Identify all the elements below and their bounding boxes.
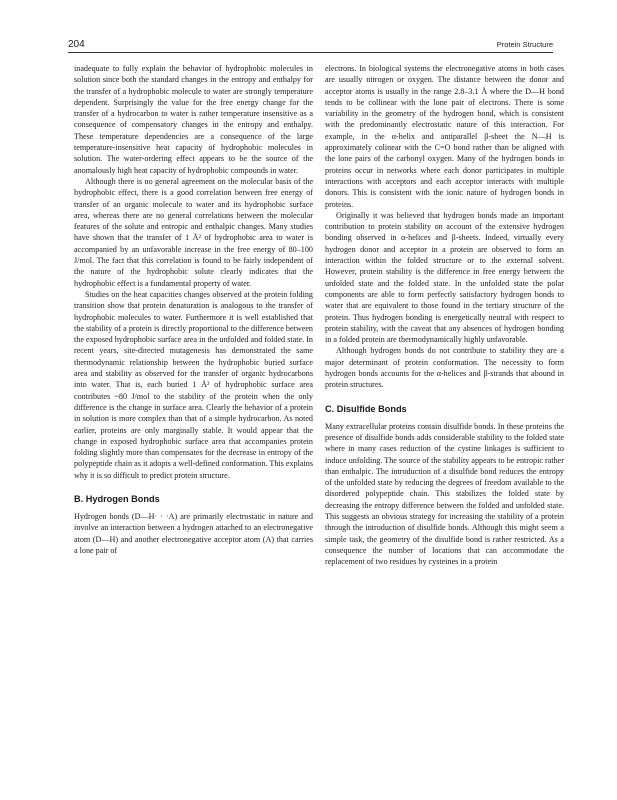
- section-heading-hydrogen-bonds: B. Hydrogen Bonds: [74, 493, 160, 504]
- paragraph: Although there is no general agreement on the molecular basis of the hydrophobic effect, there is a good correlation between free energy of transfer of an organic molecule to water and its hydrophobic surface area, whereas there are no general correlations between the molecular features of the solute and entropic and enthalpic changes. Many studies have shown that the transfer of 1 Å² of hydrophobic area to water is accompanied by an unfavorable increase in the free energy of 80–100 J/mol. The fact that this correlation is found to be fairly independent of the nature of the hydrophobic solute clearly indicates that the hydrophobic effect is a fundamental property of water.: [74, 176, 313, 288]
- paragraph: Hydrogen bonds (D—H· · ·A) are primarily electrostatic in nature and involve an interaction between a hydrogen attached to an electronegative atom (D—H) and another electronegative acceptor atom (A) that carries a lone pair of: [74, 511, 313, 555]
- running-title: Protein Structure: [496, 40, 553, 49]
- header-rule: [68, 52, 553, 53]
- paragraph: Studies on the heat capacities changes observed at the protein folding transition show that protein denaturation is analogous to the transfer of hydrophobic molecules to water. Furthermore it is well established that the stability of a protein is directly proportional to the difference between the exposed hydrophobic surface area in the unfolded and folded state. In recent years, site-directed mutagenesis has demonstrated the same thermodynamic relationship between the hydrophobic buried surface area and stability as observed for the transfer of organic hydrocarbons into water. That is, each buried 1 Å² of hydrophobic surface area contributes ~80 J/mol to the stability of the protein when the only difference is the change in surface area. Clearly the behavior of a protein in solution is more complex than that of a simple hydrocarbon. As noted earlier, proteins are only marginally stable. It would appear that the change in exposed hydrophobic surface area that accompanies protein folding slightly more than compensates for the decrease in entropy of the polypeptide chain as it adopts a well-defined conformation. This explains why it is so difficult to predict protein structure.: [74, 289, 313, 480]
- paragraph: Although hydrogen bonds do not contribute to stability they are a major determinant of protein conformation. The necessity to form hydrogen bonds accounts for the α-helices and β-strands that abound in protein structures.: [325, 346, 564, 390]
- paragraph: Many extracellular proteins contain disulfide bonds. In these proteins the presence of disulfide bonds adds considerable stability to the folded state where in many cases reduction of the cystine linkages is sufficient to induce unfolding. The source of the stability appears to be entropic rather than enthalpic. The introduction of a disulfide bond reduces the entropy of the unfolded state by reducing the degrees of freedom available to the disordered polypeptide chain. This stabilizes the folded state by decreasing the entropy difference between the folded and unfolded state. This suggests an obvious strategy for increasing the stability of a protein through the introduction of disulfide bonds. Although this might seem a simple task, the geometry of the disulfide bond is rather restricted. As a consequence the number of locations that can accommodate the replacement of two residues by cysteines in a protein: [325, 421, 564, 567]
- left-column: [74, 63, 313, 556]
- right-column: [325, 63, 564, 567]
- paragraph: Originally it was believed that hydrogen bonds made an important contribution to protein stability on account of the extensive hydrogen bonding observed in α-helices and β-sheets. Indeed, virtually every hydrogen donor and acceptor in a protein are observed to form an interaction within the folded structure or to the external solvent. However, protein stability is the difference in free energy between the unfolded state and the folded state. In the unfolded state the polar components are able to form perfectly satisfactory hydrogen bonds to water that are equivalent to those found in the tertiary structure of the protein. Thus hydrogen bonding is energetically neutral with respect to protein stability, with the caveat that any absences of hydrogen bonding in a folded protein are thermodynamically highly unfavorable.: [325, 210, 564, 345]
- page-number: 204: [68, 39, 85, 50]
- paragraph: inadequate to fully explain the behavior of hydrophobic molecules in solution since both the standard changes in the entropy and enthalpy for the transfer of a hydrophobic molecule to water are strongly temperature dependent. Surprisingly the value for the free energy change for the transfer of a hydrocarbon to water is rather temperature insensitive as a consequence of compensatory changes in the entropy and enthalpy. These temperature dependencies are a consequence of the large temperature-insensitive heat capacity of hydrophobic molecules in solution. The water-ordering effect appears to be the source of the anomalously high heat capacity of hydrophobic compounds in water.: [74, 64, 313, 175]
- section-heading-disulfide-bonds: C. Disulfide Bonds: [325, 403, 407, 414]
- paragraph: electrons. In biological systems the electronegative atoms in both cases are usually nitrogen or oxygen. The distance between the donor and acceptor atoms is usually in the range 2.8–3.1 Å where the D—H bond tends to be collinear with the lone pair of electrons. There is some variability in the geometry of the hydrogen bond, which is consistent with the predominantly electrostatic nature of this interaction. For example, in the α-helix and antiparallel β-sheet the N—H is approximately colinear with the C=O bond rather than be aligned with the lone pairs of the carbonyl oxygen. Many of the hydrogen bonds in proteins occur in networks where each donor participates in multiple interactions with acceptors and each acceptor interacts with multiple donors. This is consistent with the ionic nature of hydrogen bonds in proteins.: [325, 64, 564, 209]
